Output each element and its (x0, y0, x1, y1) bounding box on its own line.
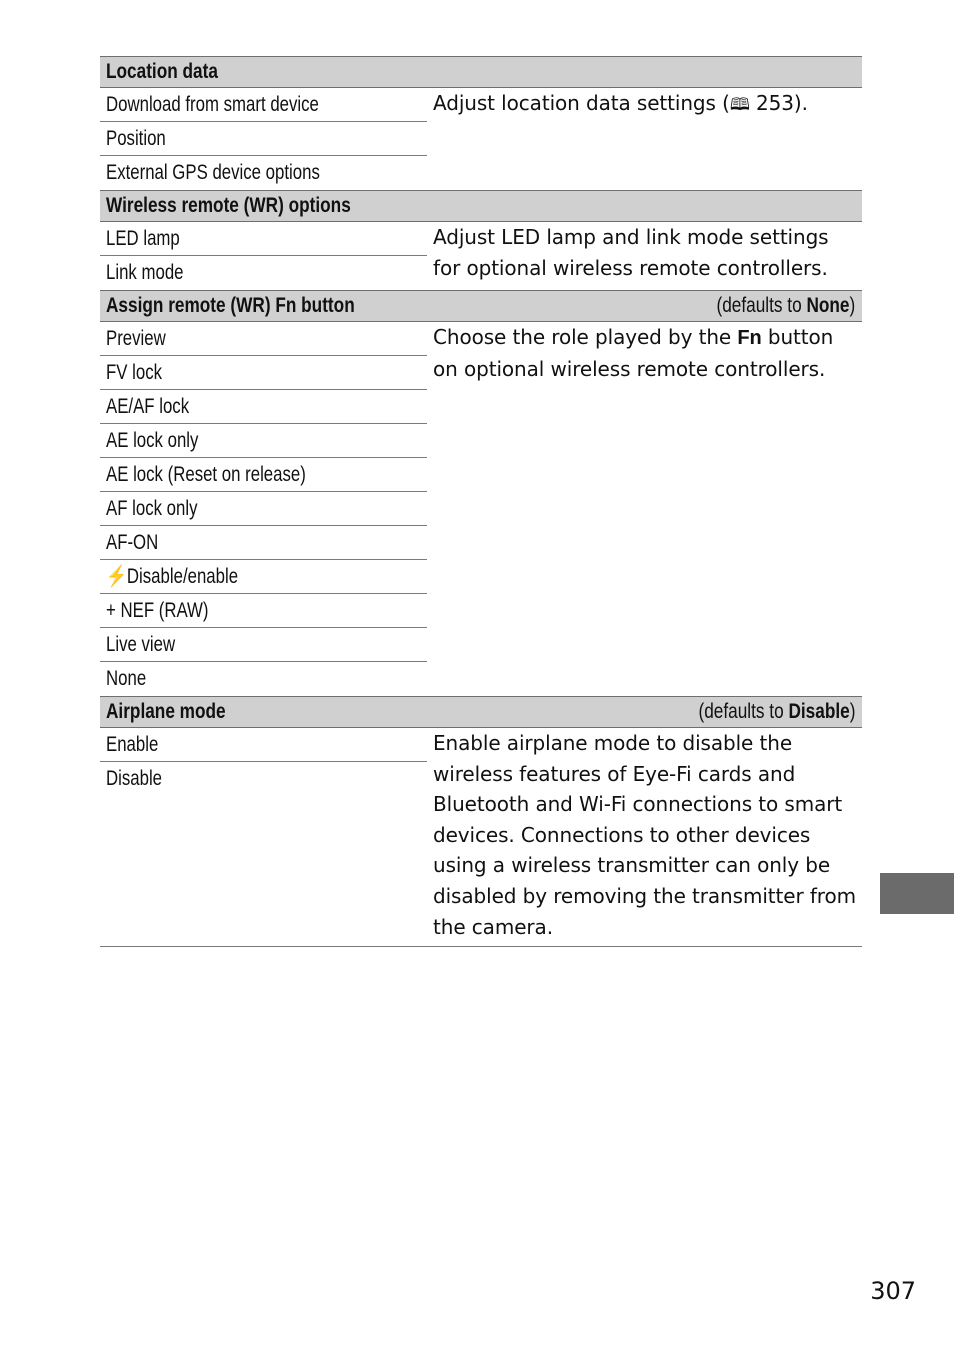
page-number: 307 (870, 1277, 916, 1305)
option-item: Download from smart device (100, 88, 427, 122)
option-list (100, 322, 427, 696)
option-item: AF-ON (100, 526, 427, 560)
section-header-assign-remote-fn-button (100, 290, 862, 322)
option-item: Position (100, 122, 427, 156)
option-item: Link mode (106, 261, 184, 284)
option-item: External GPS device options (106, 161, 320, 184)
section-title: Airplane mode (106, 700, 226, 723)
section-title: Location data (106, 60, 218, 83)
option-item: Live view (100, 628, 427, 662)
section-title: Wireless remote (WR) options (106, 194, 351, 217)
section-description: Adjust LED lamp and link mode settings for optional wireless remote controllers. (433, 225, 829, 280)
section-header-wireless-remote-options (100, 190, 862, 222)
option-list (100, 88, 427, 190)
settings-table (100, 56, 862, 947)
option-item: FV lock (100, 356, 427, 390)
section-description: Choose the role played by the Fn button on optional wireless remote controllers. (433, 325, 834, 381)
option-item: Enable (100, 728, 427, 762)
section-body-location-data (100, 88, 862, 190)
option-item: LED lamp (100, 222, 427, 256)
option-item: None (106, 667, 147, 690)
chapter-tab-marker (880, 873, 954, 914)
section-body-wireless-remote-options (100, 222, 862, 290)
section-header-location-data (100, 56, 862, 88)
section-body-assign-remote-fn-button (100, 322, 862, 696)
option-item: AE/AF lock (100, 390, 427, 424)
option-list (100, 222, 427, 290)
section-title: Assign remote (WR) Fn button (106, 294, 355, 317)
option-item: AE lock only (100, 424, 427, 458)
option-item: ⚡Disable/enable (100, 560, 427, 594)
section-body-airplane-mode (100, 728, 862, 947)
option-list (100, 728, 427, 946)
book-icon: 🕮 (729, 95, 750, 115)
option-item: Disable (106, 767, 163, 790)
defaults-note: (defaults to None) (716, 294, 855, 317)
option-item: + NEF (RAW) (100, 594, 427, 628)
option-item: AF lock only (100, 492, 427, 526)
option-item: Preview (100, 322, 427, 356)
section-description: Adjust location data settings (🕮 253). (433, 91, 808, 115)
section-description: Enable airplane mode to disable the wireless features of Eye-Fi cards and Bluetooth and Wi-Fi connections to smart devices. Connections to other devices using a wireless transmitter can only be disabled by removing the transmitter from the camera. (433, 731, 856, 939)
option-item: AE lock (Reset on release) (100, 458, 427, 492)
defaults-note: (defaults to Disable) (698, 700, 855, 723)
section-header-airplane-mode (100, 696, 862, 728)
